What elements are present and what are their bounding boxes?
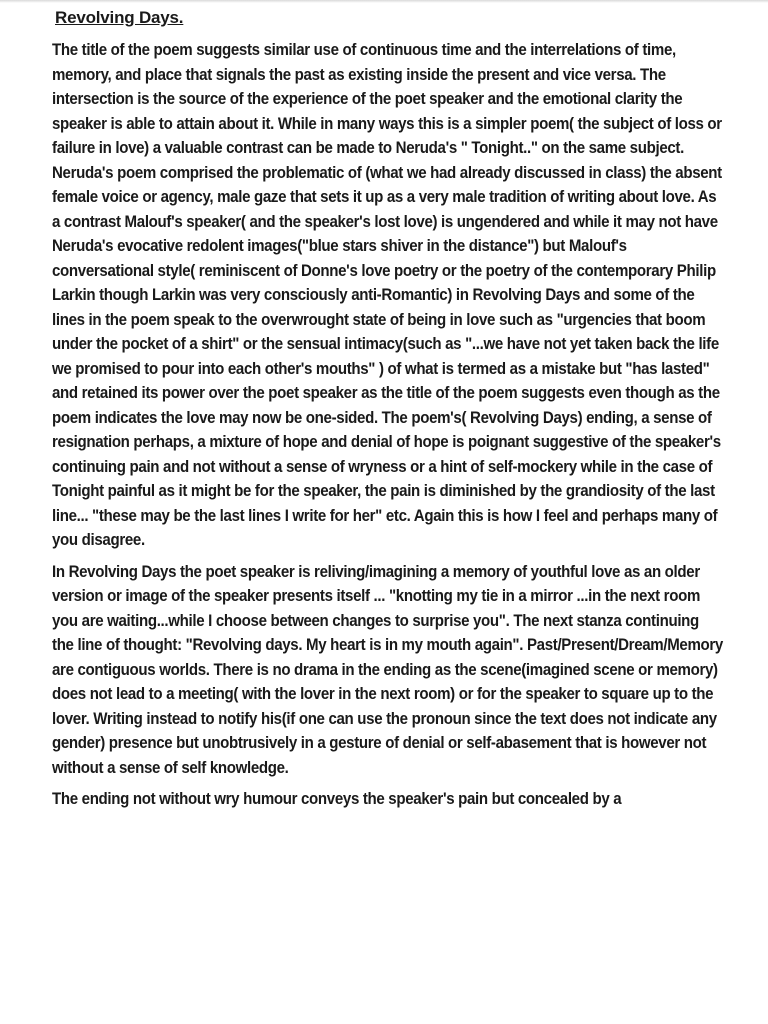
paragraph-intro: The title of the poem suggests similar use of continuous time and the interrelations of time, memory, and place that signals the past as existing inside the present and vice versa. The intersection is the source of the experience of the poet speaker and the emotional clarity the speaker is able to attain about it. While in many ways this is a simpler poem( the subject of loss or failure in love) a valuable contrast can be made to Neruda's " Tonight.." on the same subject. Neruda's poem comprised the problematic of (what we had already discussed in class) the absent female voice or agency, male gaze that sets it up as a very male tradition of writing about love. As a contrast Malouf's speaker( and the speaker's lost love) is ungendered and while it may not have Neruda's evocative redolent images("blue stars shiver in the distance") but Malouf's conversational style( reminiscent of Donne's love poetry or the poetry of the contemporary Philip Larkin though Larkin was very consciously anti-Romantic) in Revolving Days and some of the lines in the poem speak to the overwrought state of being in love such as "urgencies that boom under the pocket of a shirt" or the sensual intimacy(such as "...we have not yet taken back the life we promised to pour into each other's mouths" ) of what is termed as a mistake but "has lasted" and retained its power over the poet speaker as the title of the poem suggests even though as the poem indicates the love may now be one-sided. The poem's( Revolving Days) ending, a sense of resignation perhaps, a mixture of hope and denial of hope is poignant suggestive of the speaker's continuing pain and not without a sense of wryness or a hint of self-mockery while in the case of Tonight painful as it might be for the speaker, the pain is diminished by the grandiosity of the last line... "these may be the last lines I write for her" etc. Again this is how I feel and perhaps many of you disagree.: [52, 41, 722, 549]
paragraph-ending: The ending not without wry humour conveys the speaker's pain but concealed by a: [52, 790, 622, 808]
document-title: Revolving Days.: [55, 8, 184, 27]
paragraph-analysis: In Revolving Days the poet speaker is reliving/imagining a memory of youthful love as an older version or image of the speaker presents itself ... "knotting my tie in a mirror ...in the next room you are waiting...while I choose between changes to surprise you". The next stanza continuing the line of thought: "Revolving days. My heart is in my mouth again". Past/Present/Dream/Memory are contiguous worlds. There is no drama in the ending as the scene(imagined scene or memory) does not lead to a meeting( with the lover in the next room) or for the speaker to square up to the lover. Writing instead to notify his(if one can use the pronoun since the text does not indicate any gender) presence but unobtrusively in a gesture of denial or self-abasement that is however not without a sense of self knowledge.: [52, 562, 723, 777]
